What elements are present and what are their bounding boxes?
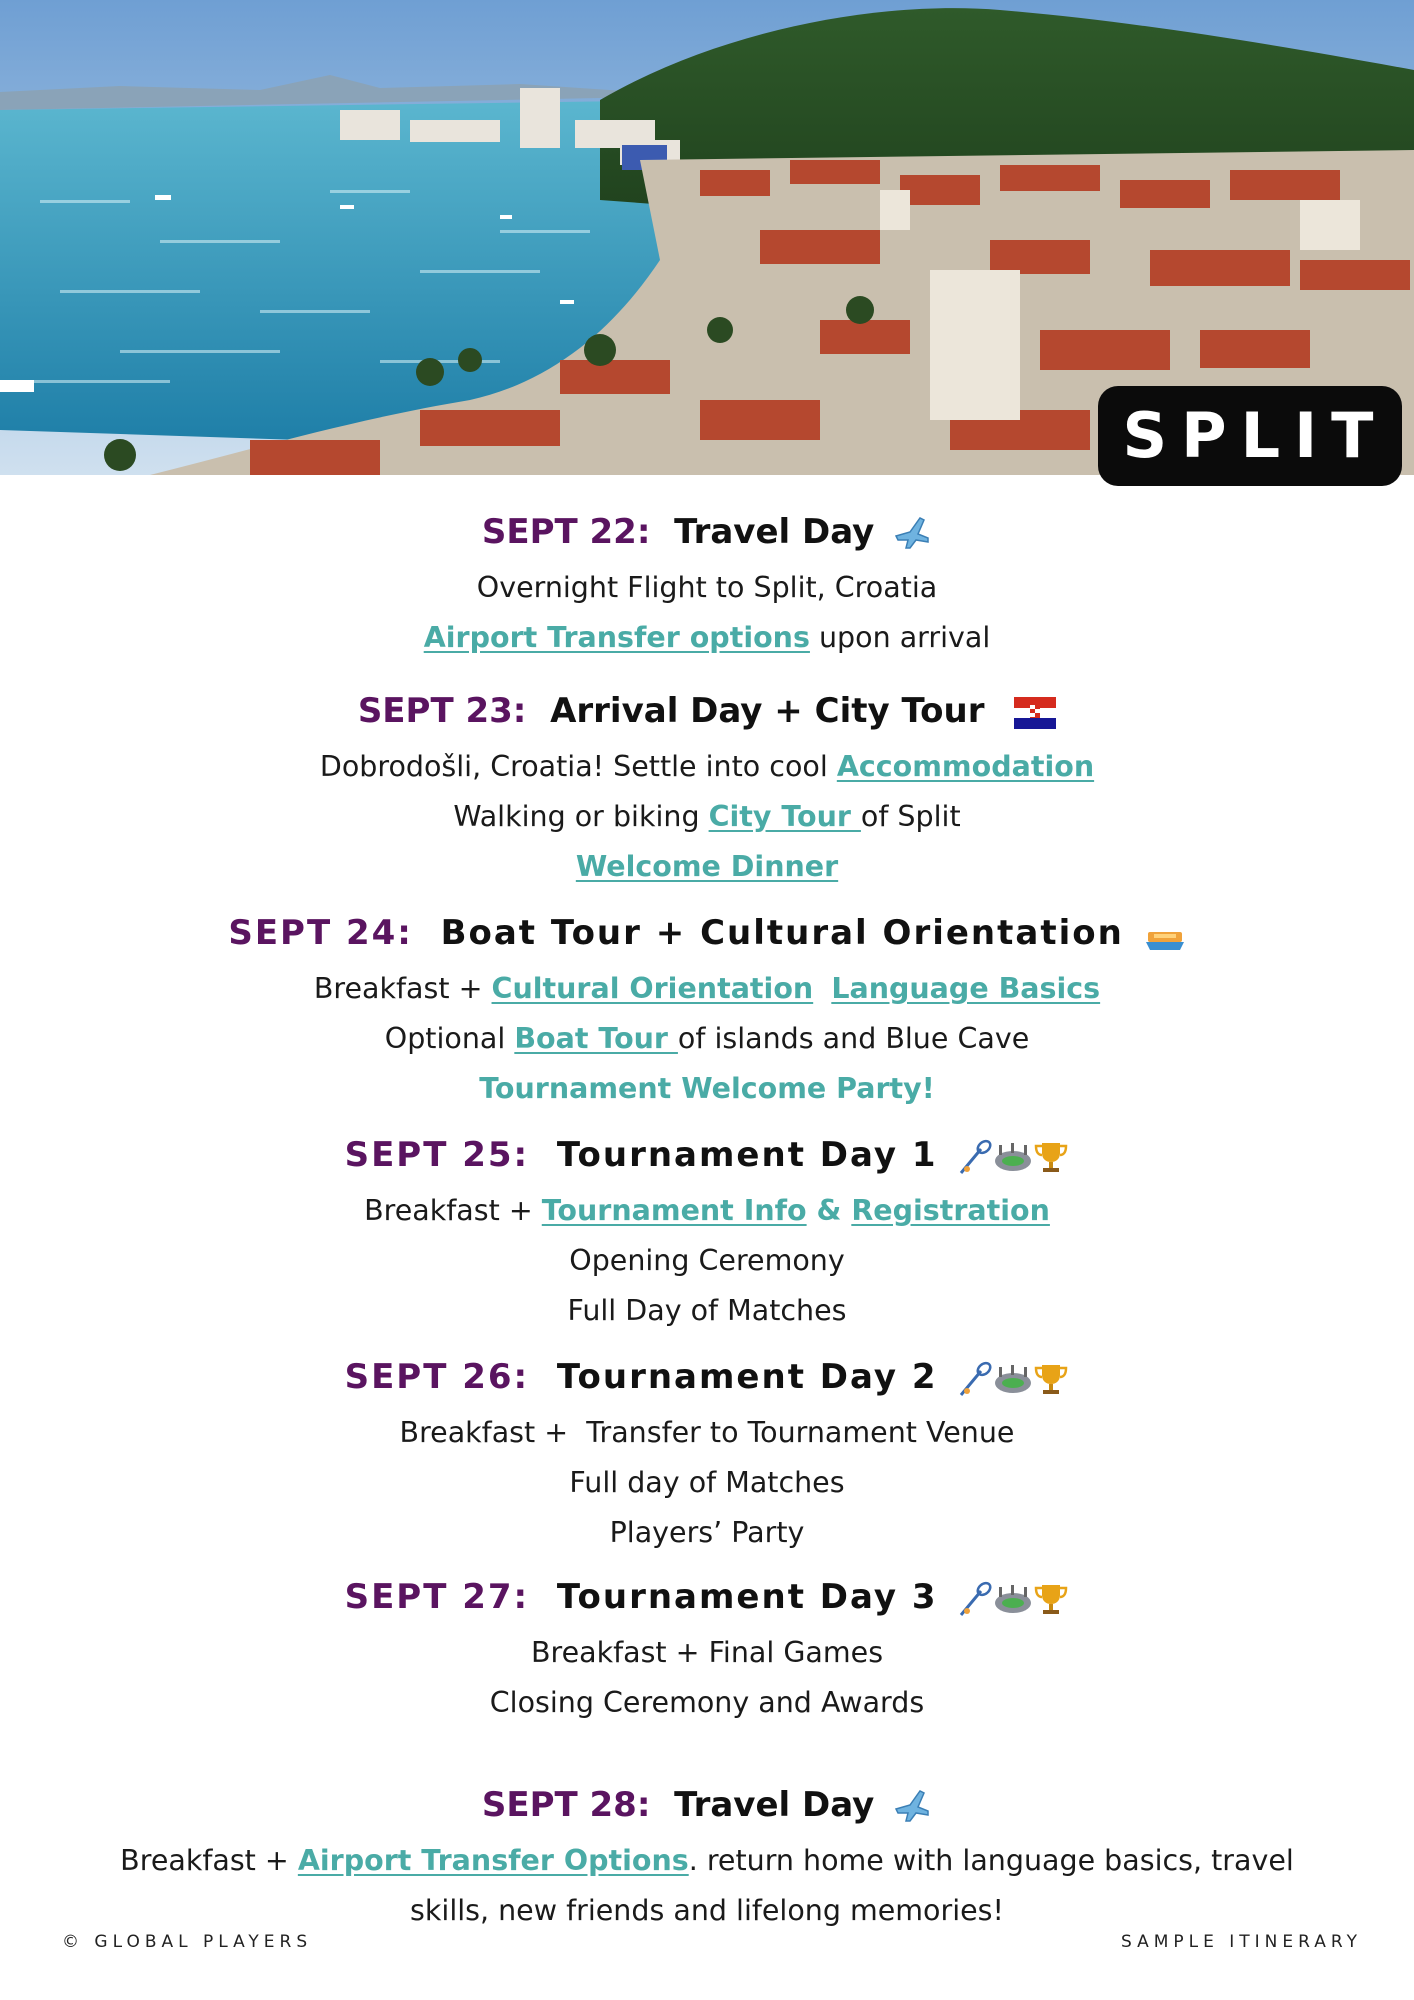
day-heading [0,1352,1414,1402]
day-title: Tournament Day 3 [556,1577,938,1617]
line-text: Optional [384,1022,515,1055]
line-text: Opening Ceremony [569,1244,845,1277]
line-text: Dobrodošli, Croatia! Settle into cool [319,750,837,783]
airplane-icon [892,514,932,554]
line-text: Breakfast + [364,1194,542,1227]
line-text: Full Day of Matches [567,1294,847,1327]
day-date: SEPT 25: [344,1135,530,1175]
accommodation-link[interactable]: Accommodation [836,750,1095,783]
stadium-icon [993,1361,1033,1397]
day-date: SEPT 26: [344,1357,530,1397]
day-date: SEPT 24: [228,913,413,953]
day-line [0,742,1414,792]
day-date: SEPT 28: [481,1785,651,1825]
welcome-dinner-link[interactable]: Welcome Dinner [575,850,839,883]
day-sept-24 [0,908,1414,1114]
day-line [0,1064,1414,1114]
trophy-icon [1033,1139,1069,1175]
day-heading [0,686,1414,736]
day-title: Arrival Day + City Tour [550,691,985,731]
lacrosse-stick-icon [957,1361,993,1397]
line-text: upon arrival [809,621,991,654]
day-heading [0,908,1414,958]
line-text: Full day of Matches [569,1466,845,1499]
day-sept-23 [0,686,1414,892]
registration-link[interactable]: Registration [851,1194,1050,1227]
trophy-icon [1033,1581,1069,1617]
language-basics-link[interactable]: Language Basics [831,972,1101,1005]
airport-transfer-options-link[interactable]: Airport Transfer Options [297,1844,689,1877]
tournament-info-link[interactable]: Tournament Info [541,1194,807,1227]
day-line [0,1286,1414,1336]
line-text: Closing Ceremony and Awards [489,1686,925,1719]
line-text: Breakfast + Final Games [530,1636,884,1669]
sample-itinerary-footer: SAMPLE ITINERARY [1120,1932,1362,1952]
day-heading [0,1130,1414,1180]
boat-tour-link[interactable]: Boat Tour [514,1022,678,1055]
day-line [0,1458,1414,1508]
day-line [0,1014,1414,1064]
line-text: skills, new friends and lifelong memories! [410,1894,1004,1927]
line-text: Overnight Flight to Split, Croatia [476,571,938,604]
day-line [0,1186,1414,1236]
lacrosse-stick-icon [957,1581,993,1617]
day-line [0,1508,1414,1558]
day-line [0,1886,1414,1936]
trophy-icon [1033,1361,1069,1397]
line-text: of Split [860,800,961,833]
day-line [0,792,1414,842]
lacrosse-stick-icon [957,1139,993,1175]
day-sept-28 [0,1780,1414,1936]
airport-transfer-link[interactable]: Airport Transfer options [423,621,810,654]
croatia-flag-icon [1014,697,1056,729]
day-heading [0,507,1414,557]
day-title: Travel Day [674,1785,875,1825]
line-text: Players’ Party [609,1516,805,1549]
welcome-party-text: Tournament Welcome Party! [479,1072,935,1105]
line-text: . return home with language basics, travel [688,1844,1294,1877]
city-badge: SPLIT [1098,386,1402,486]
day-sept-27 [0,1572,1414,1728]
city-tour-link[interactable]: City Tour [708,800,861,833]
day-title: Tournament Day 2 [556,1357,938,1397]
cultural-orientation-link[interactable]: Cultural Orientation [491,972,814,1005]
day-line [0,1408,1414,1458]
line-text: Breakfast + Transfer to Tournament Venue [399,1416,1015,1449]
day-heading [0,1780,1414,1830]
line-text: Breakfast + [313,972,492,1005]
day-title: Boat Tour + Cultural Orientation [440,913,1124,953]
line-text [813,972,831,1005]
day-date: SEPT 27: [344,1577,530,1617]
line-text: & [806,1194,852,1227]
day-title: Tournament Day 1 [556,1135,938,1175]
day-sept-25 [0,1130,1414,1336]
line-text: Breakfast + [120,1844,298,1877]
day-title: Travel Day [674,512,875,552]
boat-icon [1144,918,1186,952]
line-text: of islands and Blue Cave [677,1022,1030,1055]
stadium-icon [993,1139,1033,1175]
day-line [0,613,1414,663]
day-line [0,1836,1414,1886]
day-date: SEPT 22: [481,512,651,552]
day-heading [0,1572,1414,1622]
day-sept-26 [0,1352,1414,1558]
day-line [0,563,1414,613]
day-line [0,1236,1414,1286]
day-line [0,1628,1414,1678]
line-text: Walking or biking [453,800,709,833]
stadium-icon [993,1581,1033,1617]
day-date: SEPT 23: [357,691,527,731]
day-sept-22 [0,507,1414,663]
day-line [0,1678,1414,1728]
day-line [0,964,1414,1014]
copyright-footer: © GLOBAL PLAYERS [62,1932,313,1952]
day-line [0,842,1414,892]
airplane-icon [892,1787,932,1827]
